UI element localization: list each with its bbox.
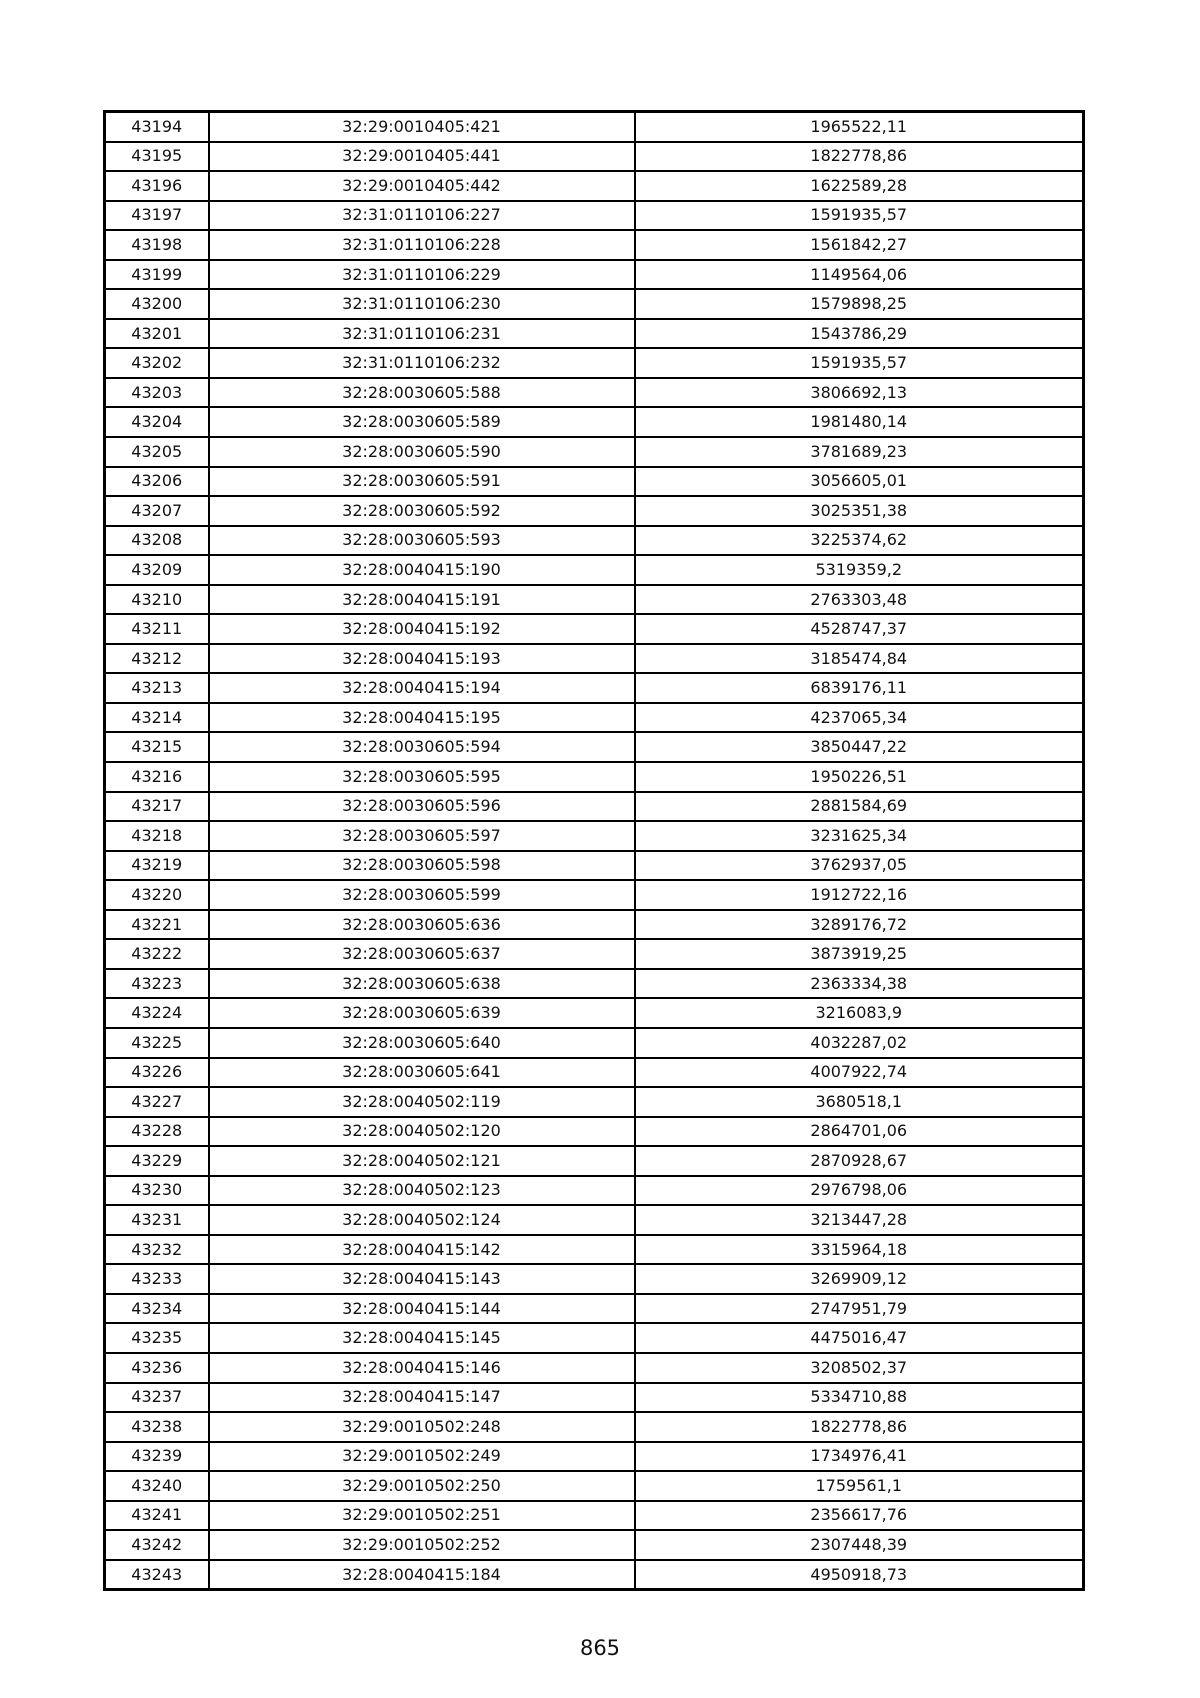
row-number-cell: 43212 (105, 644, 209, 674)
cadastral-number-cell: 32:29:0010502:249 (209, 1442, 635, 1472)
cadastral-value-cell: 3185474,84 (635, 644, 1084, 674)
cadastral-number-cell: 32:28:0040415:143 (209, 1264, 635, 1294)
table-row (105, 880, 1084, 910)
cadastral-number-cell: 32:28:0030605:599 (209, 880, 635, 910)
cadastral-number-cell: 32:28:0030605:598 (209, 851, 635, 881)
table-row (105, 171, 1084, 201)
row-number-cell: 43197 (105, 201, 209, 231)
table-row (105, 378, 1084, 408)
cadastral-value-cell: 1543786,29 (635, 319, 1084, 349)
table-row (105, 851, 1084, 881)
row-number-cell: 43231 (105, 1205, 209, 1235)
table-row (105, 1176, 1084, 1206)
table-row (105, 1058, 1084, 1088)
cadastral-number-cell: 32:29:0010502:250 (209, 1471, 635, 1501)
row-number-cell: 43207 (105, 496, 209, 526)
cadastral-value-cell: 4007922,74 (635, 1058, 1084, 1088)
cadastral-number-cell: 32:28:0030605:592 (209, 496, 635, 526)
table-row (105, 201, 1084, 231)
cadastral-value-cell: 3216083,9 (635, 998, 1084, 1028)
table-row (105, 585, 1084, 615)
cadastral-value-cell: 2976798,06 (635, 1176, 1084, 1206)
cadastral-value-cell: 2356617,76 (635, 1501, 1084, 1531)
cadastral-number-cell: 32:29:0010502:252 (209, 1530, 635, 1560)
cadastral-number-cell: 32:28:0030605:591 (209, 467, 635, 497)
cadastral-value-cell: 2870928,67 (635, 1146, 1084, 1176)
row-number-cell: 43240 (105, 1471, 209, 1501)
row-number-cell: 43211 (105, 614, 209, 644)
table-row (105, 1412, 1084, 1442)
table-row (105, 555, 1084, 585)
cadastral-value-cell: 3781689,23 (635, 437, 1084, 467)
cadastral-number-cell: 32:28:0040415:191 (209, 585, 635, 615)
cadastral-value-cell: 1950226,51 (635, 762, 1084, 792)
cadastral-number-cell: 32:28:0040502:124 (209, 1205, 635, 1235)
cadastral-value-table (103, 110, 1085, 1591)
cadastral-value-cell: 1591935,57 (635, 348, 1084, 378)
row-number-cell: 43229 (105, 1146, 209, 1176)
row-number-cell: 43201 (105, 319, 209, 349)
cadastral-value-cell: 2307448,39 (635, 1530, 1084, 1560)
row-number-cell: 43230 (105, 1176, 209, 1206)
row-number-cell: 43222 (105, 939, 209, 969)
cadastral-value-cell: 3850447,22 (635, 732, 1084, 762)
cadastral-number-cell: 32:31:0110106:229 (209, 260, 635, 290)
cadastral-value-cell: 3213447,28 (635, 1205, 1084, 1235)
table-row (105, 467, 1084, 497)
cadastral-value-cell: 3289176,72 (635, 910, 1084, 940)
row-number-cell: 43196 (105, 171, 209, 201)
cadastral-number-cell: 32:28:0030605:594 (209, 732, 635, 762)
cadastral-number-cell: 32:31:0110106:231 (209, 319, 635, 349)
row-number-cell: 43198 (105, 230, 209, 260)
cadastral-value-cell: 4032287,02 (635, 1028, 1084, 1058)
table-row (105, 1501, 1084, 1531)
table-row (105, 1264, 1084, 1294)
cadastral-value-cell: 3231625,34 (635, 821, 1084, 851)
cadastral-number-cell: 32:28:0030605:638 (209, 969, 635, 999)
row-number-cell: 43200 (105, 289, 209, 319)
row-number-cell: 43221 (105, 910, 209, 940)
cadastral-value-cell: 3806692,13 (635, 378, 1084, 408)
table-row (105, 1294, 1084, 1324)
table-row (105, 437, 1084, 467)
table-row (105, 792, 1084, 822)
cadastral-value-cell: 3025351,38 (635, 496, 1084, 526)
cadastral-number-cell: 32:28:0040502:119 (209, 1087, 635, 1117)
table-row (105, 526, 1084, 556)
cadastral-number-cell: 32:28:0030605:596 (209, 792, 635, 822)
cadastral-number-cell: 32:28:0030605:590 (209, 437, 635, 467)
row-number-cell: 43243 (105, 1560, 209, 1590)
row-number-cell: 43205 (105, 437, 209, 467)
row-number-cell: 43234 (105, 1294, 209, 1324)
row-number-cell: 43208 (105, 526, 209, 556)
cadastral-number-cell: 32:28:0040502:121 (209, 1146, 635, 1176)
cadastral-number-cell: 32:31:0110106:232 (209, 348, 635, 378)
row-number-cell: 43199 (105, 260, 209, 290)
table-row (105, 1117, 1084, 1147)
row-number-cell: 43238 (105, 1412, 209, 1442)
table-row (105, 1383, 1084, 1413)
table-row (105, 673, 1084, 703)
row-number-cell: 43237 (105, 1383, 209, 1413)
cadastral-number-cell: 32:29:0010405:441 (209, 142, 635, 172)
table-row (105, 1205, 1084, 1235)
cadastral-number-cell: 32:28:0030605:597 (209, 821, 635, 851)
row-number-cell: 43236 (105, 1353, 209, 1383)
table-row (105, 260, 1084, 290)
row-number-cell: 43216 (105, 762, 209, 792)
row-number-cell: 43220 (105, 880, 209, 910)
cadastral-number-cell: 32:28:0030605:637 (209, 939, 635, 969)
table-row (105, 289, 1084, 319)
cadastral-value-cell: 2747951,79 (635, 1294, 1084, 1324)
row-number-cell: 43218 (105, 821, 209, 851)
cadastral-value-cell: 4237065,34 (635, 703, 1084, 733)
row-number-cell: 43224 (105, 998, 209, 1028)
table-row (105, 910, 1084, 940)
cadastral-number-cell: 32:28:0030605:636 (209, 910, 635, 940)
cadastral-number-cell: 32:28:0040415:145 (209, 1323, 635, 1353)
cadastral-number-cell: 32:31:0110106:230 (209, 289, 635, 319)
cadastral-number-cell: 32:28:0040502:123 (209, 1176, 635, 1206)
row-number-cell: 43206 (105, 467, 209, 497)
table-row (105, 142, 1084, 172)
table-row (105, 407, 1084, 437)
row-number-cell: 43223 (105, 969, 209, 999)
cadastral-value-cell: 5319359,2 (635, 555, 1084, 585)
cadastral-value-cell: 4950918,73 (635, 1560, 1084, 1590)
cadastral-value-cell: 4528747,37 (635, 614, 1084, 644)
cadastral-number-cell: 32:28:0040415:193 (209, 644, 635, 674)
cadastral-value-cell: 3873919,25 (635, 939, 1084, 969)
table-row (105, 1323, 1084, 1353)
row-number-cell: 43219 (105, 851, 209, 881)
row-number-cell: 43213 (105, 673, 209, 703)
cadastral-number-cell: 32:28:0040415:146 (209, 1353, 635, 1383)
row-number-cell: 43228 (105, 1117, 209, 1147)
cadastral-number-cell: 32:31:0110106:227 (209, 201, 635, 231)
cadastral-value-cell: 1149564,06 (635, 260, 1084, 290)
table-row (105, 821, 1084, 851)
cadastral-number-cell: 32:28:0030605:639 (209, 998, 635, 1028)
cadastral-value-cell: 1965522,11 (635, 112, 1084, 142)
table-row (105, 1471, 1084, 1501)
cadastral-number-cell: 32:31:0110106:228 (209, 230, 635, 260)
cadastral-value-cell: 2864701,06 (635, 1117, 1084, 1147)
table-row (105, 112, 1084, 142)
table-body (105, 112, 1084, 1590)
table-row (105, 348, 1084, 378)
cadastral-value-cell: 3269909,12 (635, 1264, 1084, 1294)
cadastral-number-cell: 32:28:0040415:195 (209, 703, 635, 733)
cadastral-number-cell: 32:29:0010405:421 (209, 112, 635, 142)
cadastral-value-cell: 2763303,48 (635, 585, 1084, 615)
table-row (105, 644, 1084, 674)
cadastral-number-cell: 32:28:0040415:190 (209, 555, 635, 585)
table-row (105, 319, 1084, 349)
cadastral-value-cell: 2881584,69 (635, 792, 1084, 822)
table-row (105, 614, 1084, 644)
cadastral-number-cell: 32:28:0030605:593 (209, 526, 635, 556)
table-row (105, 1087, 1084, 1117)
cadastral-number-cell: 32:28:0040502:120 (209, 1117, 635, 1147)
table-row (105, 1028, 1084, 1058)
cadastral-value-cell: 3762937,05 (635, 851, 1084, 881)
cadastral-number-cell: 32:28:0030605:588 (209, 378, 635, 408)
cadastral-number-cell: 32:28:0030605:641 (209, 1058, 635, 1088)
cadastral-value-cell: 1734976,41 (635, 1442, 1084, 1472)
row-number-cell: 43203 (105, 378, 209, 408)
cadastral-value-cell: 3056605,01 (635, 467, 1084, 497)
table-row (105, 703, 1084, 733)
cadastral-value-cell: 1561842,27 (635, 230, 1084, 260)
cadastral-value-cell: 3208502,37 (635, 1353, 1084, 1383)
cadastral-number-cell: 32:28:0030605:640 (209, 1028, 635, 1058)
table-row (105, 1530, 1084, 1560)
cadastral-number-cell: 32:29:0010502:251 (209, 1501, 635, 1531)
table-row (105, 496, 1084, 526)
row-number-cell: 43209 (105, 555, 209, 585)
table-row (105, 1235, 1084, 1265)
table-row (105, 998, 1084, 1028)
table-row (105, 762, 1084, 792)
cadastral-number-cell: 32:28:0040415:184 (209, 1560, 635, 1590)
row-number-cell: 43217 (105, 792, 209, 822)
cadastral-number-cell: 32:28:0040415:142 (209, 1235, 635, 1265)
cadastral-value-cell: 1579898,25 (635, 289, 1084, 319)
cadastral-number-cell: 32:29:0010405:442 (209, 171, 635, 201)
cadastral-value-cell: 2363334,38 (635, 969, 1084, 999)
cadastral-value-cell: 1822778,86 (635, 142, 1084, 172)
row-number-cell: 43202 (105, 348, 209, 378)
cadastral-value-cell: 1759561,1 (635, 1471, 1084, 1501)
row-number-cell: 43227 (105, 1087, 209, 1117)
cadastral-number-cell: 32:28:0040415:144 (209, 1294, 635, 1324)
row-number-cell: 43226 (105, 1058, 209, 1088)
table-row (105, 1560, 1084, 1590)
table-row (105, 732, 1084, 762)
table-row (105, 230, 1084, 260)
cadastral-value-cell: 1822778,86 (635, 1412, 1084, 1442)
row-number-cell: 43210 (105, 585, 209, 615)
row-number-cell: 43233 (105, 1264, 209, 1294)
cadastral-value-cell: 3225374,62 (635, 526, 1084, 556)
row-number-cell: 43204 (105, 407, 209, 437)
cadastral-number-cell: 32:28:0040415:147 (209, 1383, 635, 1413)
table-row (105, 1442, 1084, 1472)
row-number-cell: 43235 (105, 1323, 209, 1353)
table-row (105, 1146, 1084, 1176)
row-number-cell: 43194 (105, 112, 209, 142)
row-number-cell: 43241 (105, 1501, 209, 1531)
cadastral-value-cell: 3680518,1 (635, 1087, 1084, 1117)
row-number-cell: 43242 (105, 1530, 209, 1560)
cadastral-value-cell: 1981480,14 (635, 407, 1084, 437)
cadastral-value-cell: 3315964,18 (635, 1235, 1084, 1265)
row-number-cell: 43232 (105, 1235, 209, 1265)
cadastral-number-cell: 32:28:0030605:595 (209, 762, 635, 792)
table-row (105, 1353, 1084, 1383)
cadastral-value-cell: 1622589,28 (635, 171, 1084, 201)
table-row (105, 939, 1084, 969)
page-number: 865 (579, 1636, 621, 1660)
cadastral-number-cell: 32:28:0040415:192 (209, 614, 635, 644)
cadastral-value-cell: 6839176,11 (635, 673, 1084, 703)
cadastral-value-cell: 1591935,57 (635, 201, 1084, 231)
cadastral-value-cell: 1912722,16 (635, 880, 1084, 910)
cadastral-value-cell: 5334710,88 (635, 1383, 1084, 1413)
row-number-cell: 43195 (105, 142, 209, 172)
table-row (105, 969, 1084, 999)
cadastral-number-cell: 32:29:0010502:248 (209, 1412, 635, 1442)
row-number-cell: 43239 (105, 1442, 209, 1472)
cadastral-number-cell: 32:28:0030605:589 (209, 407, 635, 437)
row-number-cell: 43225 (105, 1028, 209, 1058)
cadastral-value-cell: 4475016,47 (635, 1323, 1084, 1353)
row-number-cell: 43214 (105, 703, 209, 733)
cadastral-number-cell: 32:28:0040415:194 (209, 673, 635, 703)
row-number-cell: 43215 (105, 732, 209, 762)
